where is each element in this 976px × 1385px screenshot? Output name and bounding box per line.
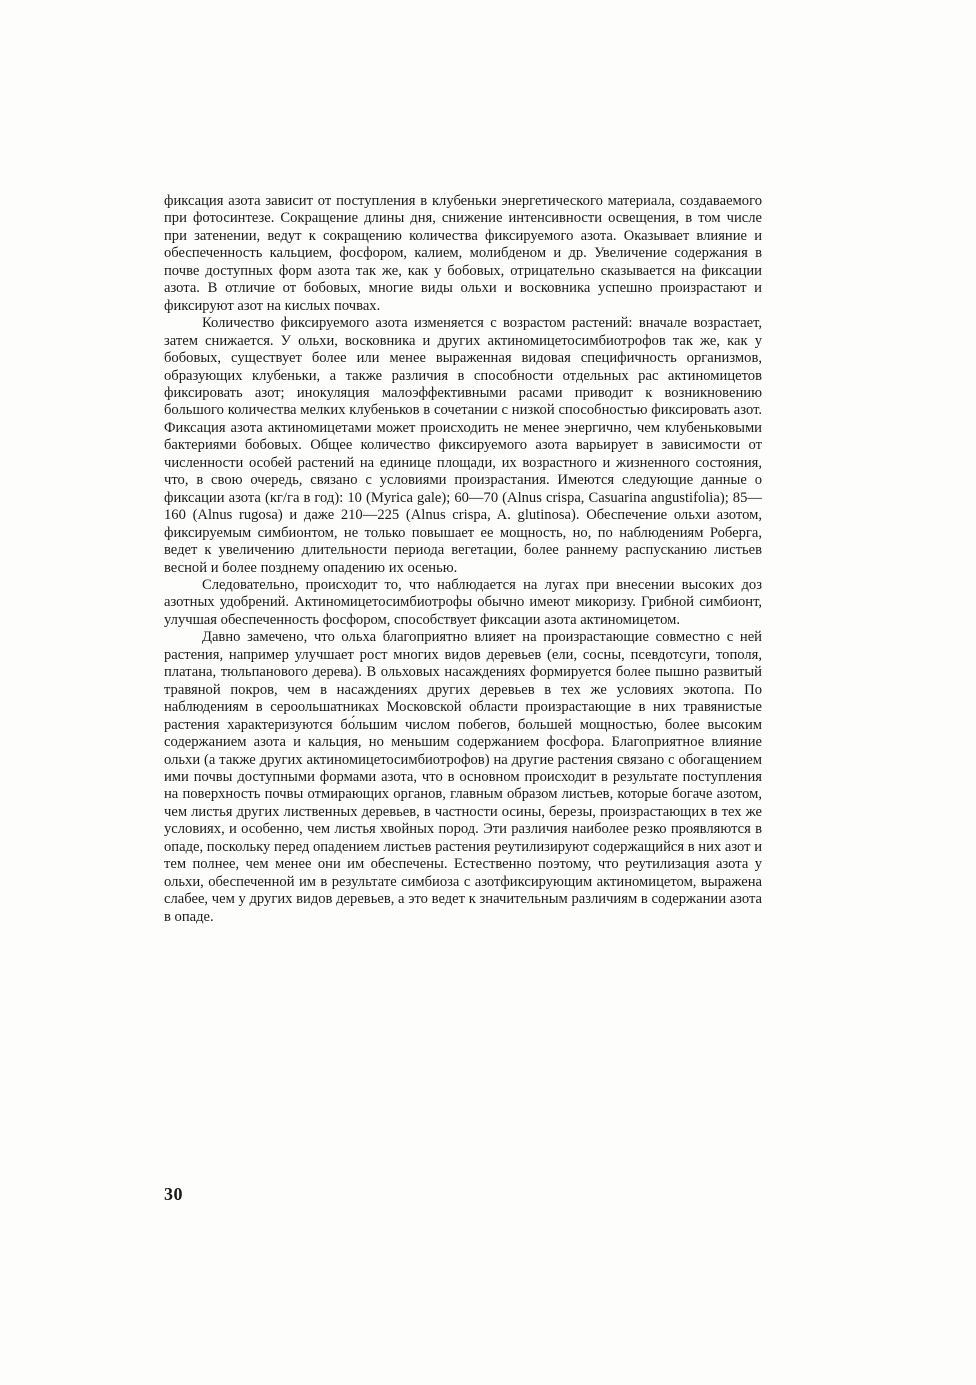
body-text <box>164 193 762 926</box>
paragraph-4: Давно замечено, что ольха благоприятно влияет на произрастающие совместно с ней растения, например улучшает рост многих видов деревьев (ели, сосны, псевдотсуги, тополя, платана, тюльпанового дерева). В ольховых насаждениях формируется более пышно развитый травяной покров, чем в насаждениях других деревьев в тех же условиях экотопа. По наблюдениям в сероольшатниках Московской области произрастающие в них травянистые растения характеризуются бо́льшим числом побегов, большей мощностью, более высоким содержанием азота и кальция, но меньшим содержанием фосфора. Благоприятное влияние ольхи (а также других актиномицетосимбиотрофов) на другие растения связано с обогащением ими почвы доступными формами азота, что в основном происходит в результате поступления на поверхность почвы отмирающих органов, главным образом листьев, которые богаче азотом, чем листья других лиственных деревьев, в частности осины, березы, произрастающих в тех же условиях, и особенно, чем листья хвойных пород. Эти различия наиболее резко проявляются в опаде, поскольку перед опадением листьев растения реутилизируют содержащийся в них азот и тем полнее, чем менее они им обеспечены. Естественно поэтому, что реутилизация азота у ольхи, обеспеченной им в результате симбиоза с азотфиксирующим актиномицетом, выражена слабее, чем у других видов деревьев, а это ведет к значительным различиям в содержании азота в опаде. <box>164 629 762 925</box>
paragraph-3: Следовательно, происходит то, что наблюдается на лугах при внесении высоких доз азотных удобрений. Актиномицетосимбиотрофы обычно имеют микоризу. Грибной симбионт, улучшая обеспеченность фосфором, способствует фиксации азота актиномицетом. <box>164 576 762 628</box>
paragraph-1: фиксация азота зависит от поступления в клубеньки энергетического материала, создаваемого при фотосинтезе. Сокращение длины дня, снижение интенсивности освещения, в том числе при затенении, ведут к сокращению количества фиксируемого азота. Оказывает влияние и обеспеченность кальцием, фосфором, калием, молибденом и др. Увеличение содержания в почве доступных форм азота так же, как у бобовых, отрицательно сказывается на фиксации азота. В отличие от бобовых, многие виды ольхи и восковника успешно произрастают и фиксируют азот на кислых почвах. <box>164 193 762 314</box>
paragraph-2: Количество фиксируемого азота изменяется с возрастом растений: вначале возрастает, затем снижается. У ольхи, восковника и других актиномицетосимбиотрофов так же, как у бобовых, существует более или менее выраженная видовая специфичность организмов, образующих клубеньки, а также различия в способности отдельных рас актиномицетов фиксировать азот; инокуляция малоэффективными расами приводит к возникновению большого количества мелких клубеньков в сочетании с низкой способностью фиксировать азот. Фиксация азота актиномицетами может происходить не менее энергично, чем клубеньковыми бактериями бобовых. Общее количество фиксируемого азота варьирует в зависимости от численности особей растений на единице площади, их возрастного и жизненного состояния, что, в свою очередь, связано с условиями произрастания. Имеются следующие данные о фиксации азота (кг/га в год): 10 (Myrica gale); 60—70 (Alnus crispa, Casuarina angustifolia); 85—160 (Alnus rugosa) и даже 210—225 (Alnus crispa, A. glutinosa). Обеспечение ольхи азотом, фиксируемым симбионтом, не только повышает ее мощность, но, по наблюдениям Роберга, ведет к увеличению длительности периода вегетации, более раннему распусканию листьев весной и более позднему опадению их осенью. <box>164 315 762 576</box>
page-number: 30 <box>164 1184 183 1204</box>
